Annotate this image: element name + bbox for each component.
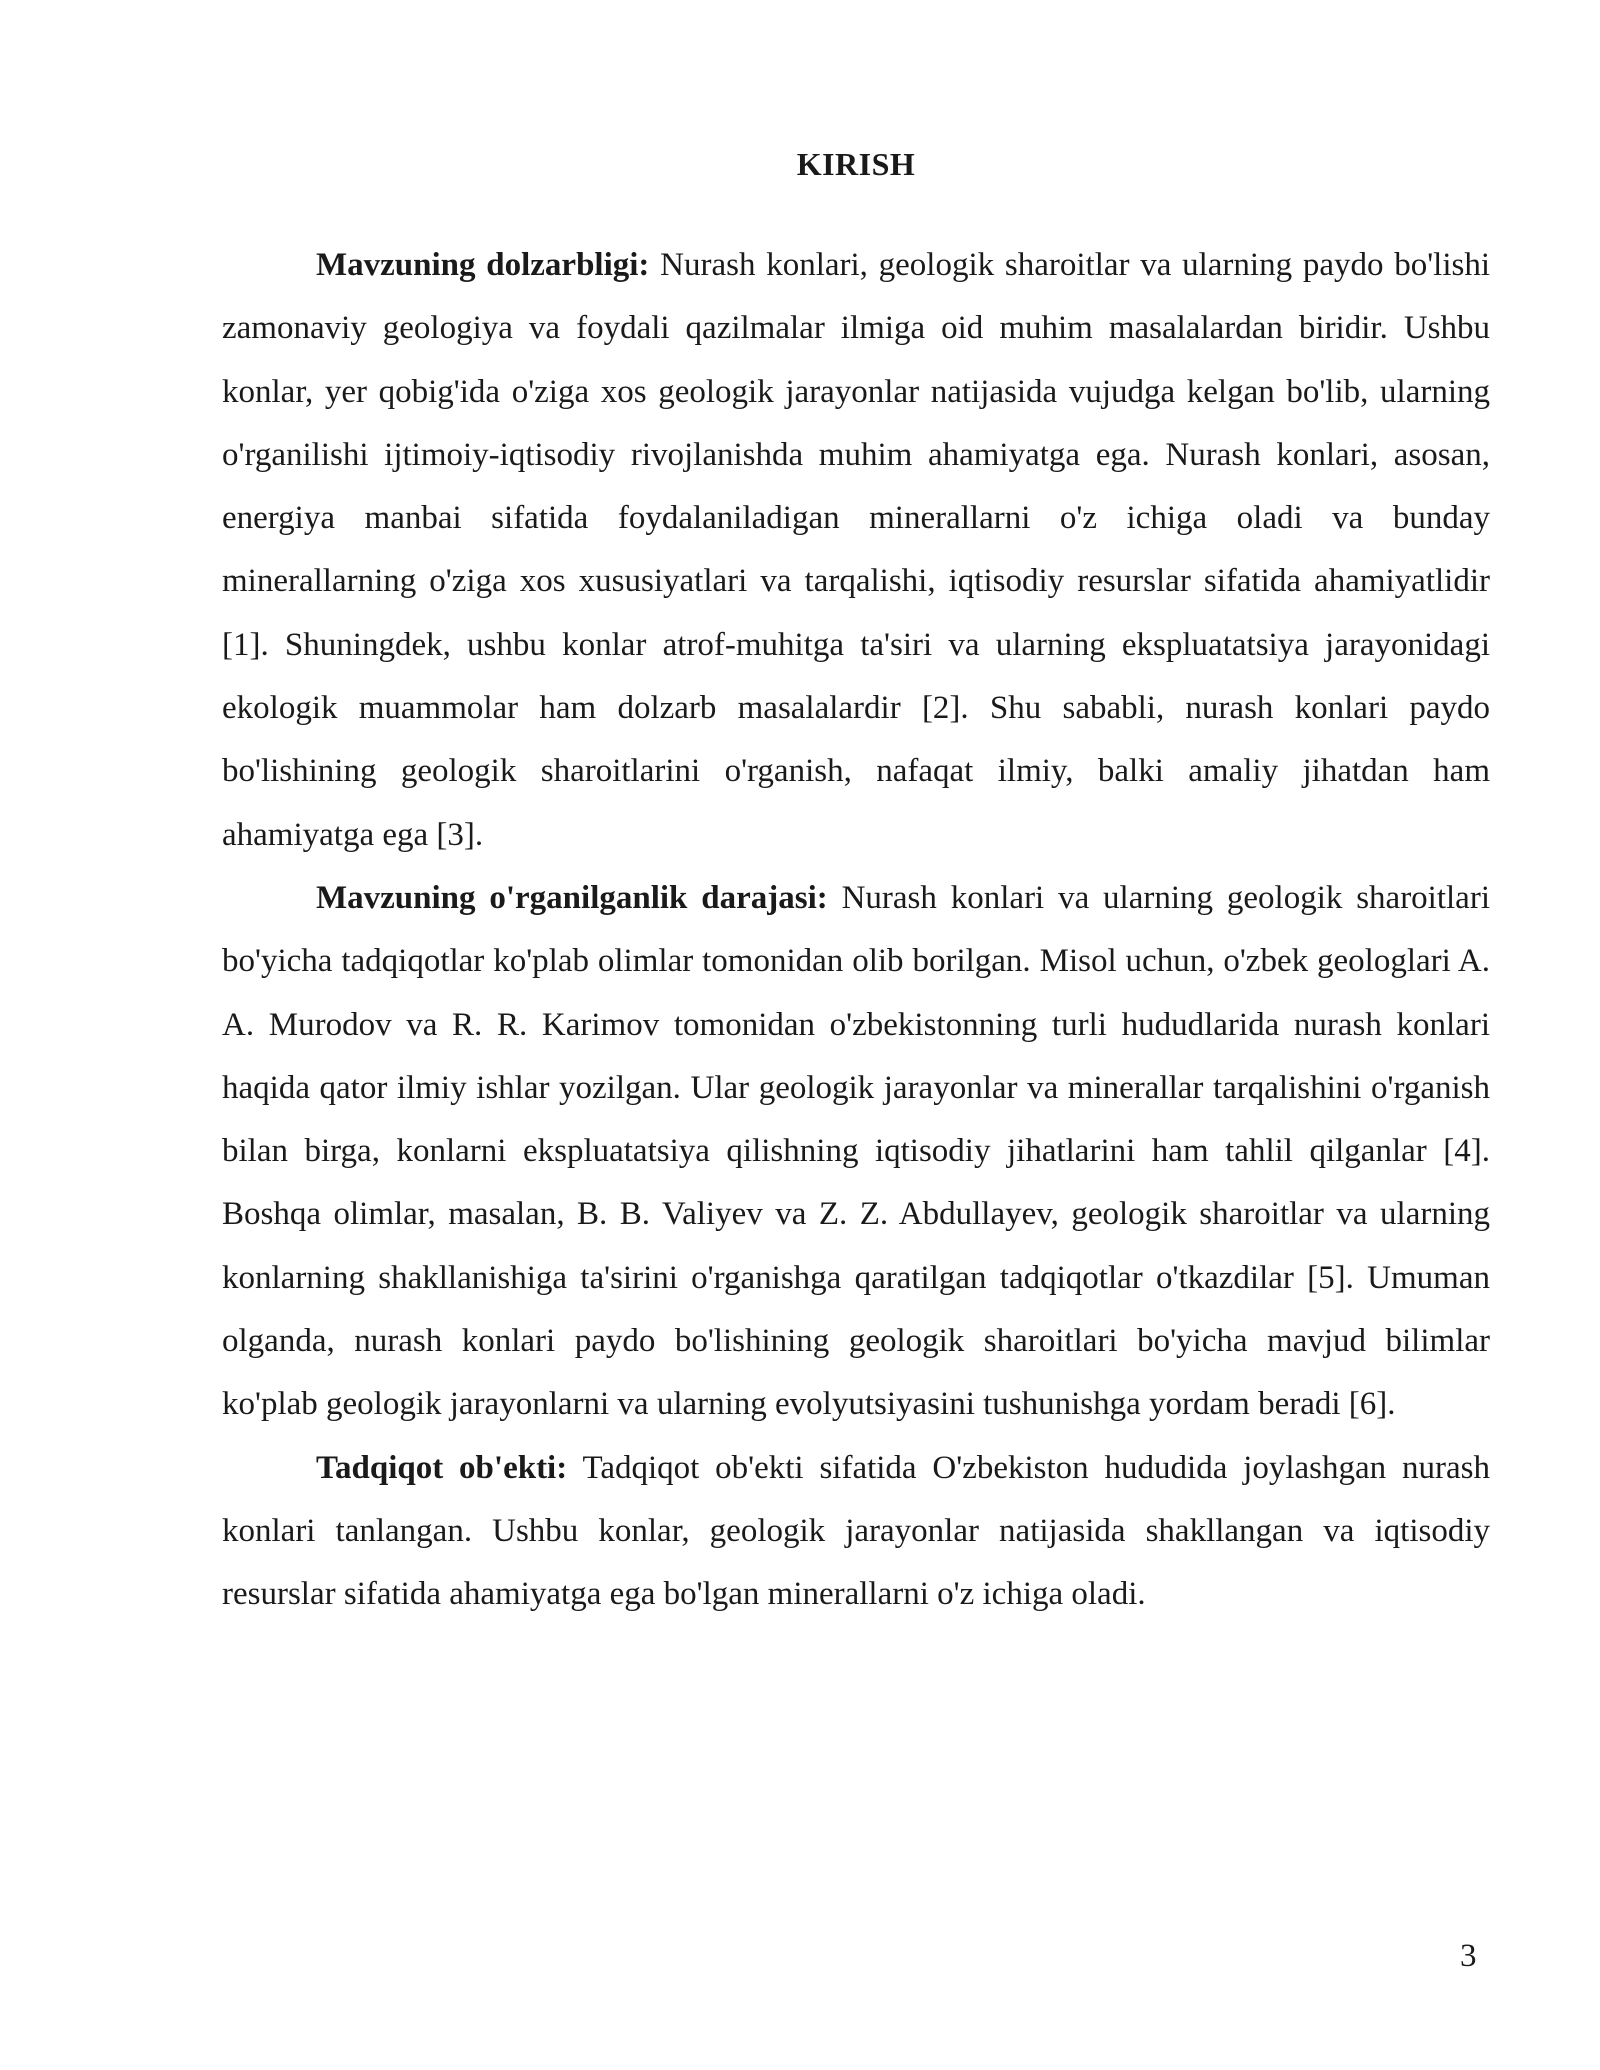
paragraph-text: Nurash konlari, geologik sharoitlar va ularning paydo bo'lishi zamonaviy geologiya va foydali qazilmalar ilmiga oid muhim masalalardan biridir. Ushbu konlar, yer qobig'ida o'ziga xos geologik jarayonlar natijasida vujudga kelgan bo'lib, ularning o'rganilishi ijtimoiy-iqtisodiy rivojlanishda muhim ahamiyatga ega. Nurash konlari, asosan, energiya manbai sifatida foydalaniladigan minerallarni o'z ichiga oladi va bunday minerallarning o'ziga xos xususiyatlari va tarqalishi, iqtisodiy resurslar sifatida ahamiyatlidir [1]. Shuningdek, ushbu konlar atrof-muhitga ta'siri va ularning ekspluatatsiya jarayonidagi ekologik muammolar ham dolzarb masalalardir [2]. Shu sababli, nurash konlari paydo bo'lishining geologik sharoitlarini o'rganish, nafaqat ilmiy, balki amaliy jihatdan ham ahamiyatga ega [3].: [222, 247, 1490, 853]
paragraph-text: Nurash konlari va ularning geologik sharoitlari bo'yicha tadqiqotlar ko'plab olimlar tomonidan olib borilgan. Misol uchun, o'zbek geologlari A. A. Murodov va R. R. Karimov tomonidan o'zbekistonning turli hududlarida nurash konlari haqida qator ilmiy ishlar yozilgan. Ular geologik jarayonlar va minerallar tarqalishini o'rganish bilan birga, konlarni ekspluatatsiya qilishning iqtisodiy jihatlarini ham tahlil qilganlar [4]. Boshqa olimlar, masalan, B. B. Valiyev va Z. Z. Abdullayev, geologik sharoitlar va ularning konlarning shakllanishiga ta'sirini o'rganishga qaratilgan tadqiqotlar o'tkazdilar [5]. Umuman olganda, nurash konlari paydo bo'lishining geologik sharoitlari bo'yicha mavjud bilimlar ko'plab geologik jarayonlarni va ularning evolyutsiyasini tushunishga yordam beradi [6].: [222, 879, 1490, 1423]
paragraph-research-object: [222, 1437, 1490, 1627]
page-number: 3: [1460, 1938, 1477, 1974]
body-text: [222, 234, 1490, 1627]
paragraph-heading: Tadqiqot ob'ekti:: [316, 1449, 568, 1486]
paragraph-heading: Mavzuning o'rganilganlik darajasi:: [316, 879, 828, 916]
paragraph-study-level: [222, 867, 1490, 1437]
paragraph-text: Tadqiqot ob'ekti sifatida O'zbekiston hududida joylashgan nurash konlari tanlangan. Ushbu konlar, geologik jarayonlar natijasida shakllangan va iqtisodiy resurslar sifatida ahamiyatga ega bo'lgan minerallarni o'z ichiga oladi.: [222, 1449, 1490, 1613]
paragraph-relevance: [222, 234, 1490, 867]
section-title: KIRISH: [796, 146, 916, 182]
paragraph-heading: Mavzuning dolzarbligi:: [316, 247, 650, 283]
